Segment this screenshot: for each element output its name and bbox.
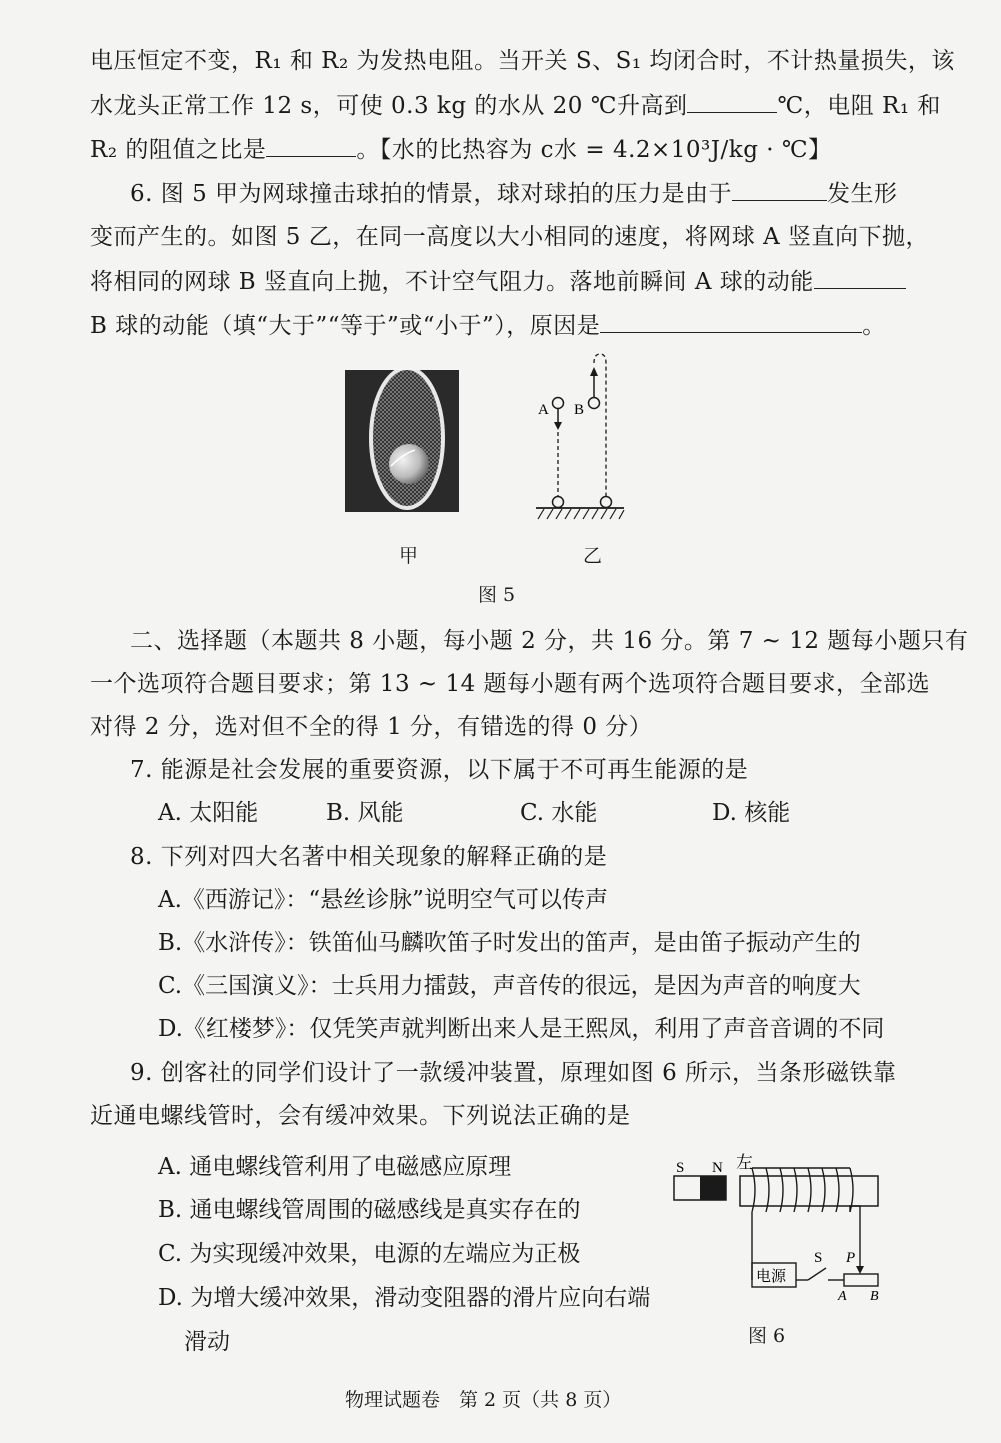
q7-option-d[interactable]: D. 核能 <box>712 800 791 826</box>
q6-kinetic-energy-blank[interactable] <box>814 266 906 289</box>
q6-line-3 <box>90 266 906 297</box>
q5-line-3-text-b: 。【水的比热容为 c水 = 4.2×10³J/kg · ℃】 <box>356 137 832 163</box>
magnet-s-label: S <box>676 1160 685 1176</box>
magnet-n-pole <box>700 1176 726 1200</box>
q6-line-3-text: 将相同的网球 B 竖直向上抛，不计空气阻力。落地前瞬间 A 球的动能 <box>90 269 814 295</box>
q9-stem-1: 9. 创客社的同学们设计了一款缓冲装置，原理如图 6 所示，当条形磁铁靠 <box>130 1060 897 1086</box>
q9-option-a[interactable]: A. 通电螺线管利用了电磁感应原理 <box>158 1154 512 1180</box>
left-label: 左 <box>736 1153 753 1173</box>
figure5-racket-photo <box>345 370 459 512</box>
q5-line-1: 电压恒定不变，R₁ 和 R₂ 为发热电阻。当开关 S、S₁ 均闭合时，不计热量损失，该 <box>90 48 955 74</box>
section2-line-2: 一个选项符合题目要求；第 13 ~ 14 题每小题有两个选项符合题目要求，全部选 <box>90 671 931 697</box>
slider-p-label: P <box>846 1250 856 1266</box>
figure5-caption-yi: 乙 <box>583 545 603 567</box>
q6-line-4-text-a: B 球的动能（填“大于”“等于”或“小于”），原因是 <box>90 313 601 339</box>
figure6-circuit-diagram <box>668 1148 890 1308</box>
q9-option-d-cont: 滑动 <box>184 1329 230 1355</box>
q5-ratio-blank[interactable] <box>266 134 356 157</box>
q6-line-4-text-b: 。 <box>862 313 886 339</box>
figure5-ball-diagram <box>520 348 640 526</box>
q6-reason-blank[interactable] <box>600 310 862 333</box>
figure6-title: 图 6 <box>748 1325 786 1347</box>
q9-option-d[interactable]: D. 为增大缓冲效果，滑动变阻器的滑片应向右端 <box>158 1285 651 1311</box>
page-footer: 物理试题卷 第 2 页（共 8 页） <box>345 1389 622 1411</box>
solenoid-core <box>740 1176 878 1206</box>
ball-a-start <box>553 398 564 409</box>
ball-b-ground <box>601 497 612 508</box>
q9-option-b[interactable]: B. 通电螺线管周围的磁感线是真实存在的 <box>158 1197 581 1223</box>
q7-option-b[interactable]: B. 风能 <box>326 800 404 826</box>
figure5-title: 图 5 <box>478 584 516 606</box>
section2-line-1: 二、选择题（本题共 8 小题，每小题 2 分，共 16 分。第 7 ~ 12 题每小题只有 <box>130 628 969 654</box>
q6-line-4 <box>90 310 886 341</box>
q5-line-2 <box>90 90 941 121</box>
q5-line-3-text-a: R₂ 的阻值之比是 <box>90 137 267 163</box>
q9-stem-2: 近通电螺线管时，会有缓冲效果。下列说法正确的是 <box>90 1103 631 1129</box>
figure5-caption-jia: 甲 <box>399 545 419 567</box>
q8-option-c[interactable]: C.《三国演义》：士兵用力擂鼓，声音传的很远，是因为声音的响度大 <box>158 973 861 999</box>
section2-line-3: 对得 2 分，选对但不全的得 1 分，有错选的得 0 分） <box>90 714 653 740</box>
rheostat-a-label: A <box>838 1289 847 1304</box>
racket-ball-image <box>345 370 459 512</box>
switch-s <box>808 1268 826 1280</box>
q6-line-2: 变而产生的。如图 5 乙，在同一高度以大小相同的速度，将网球 A 竖直向下抛， <box>90 224 929 250</box>
ball-b-start <box>589 398 600 409</box>
q6-deformation-blank[interactable] <box>732 178 827 201</box>
ball-a-ground <box>553 497 564 508</box>
q8-option-a[interactable]: A.《西游记》：“悬丝诊脉”说明空气可以传声 <box>158 887 608 913</box>
ground-hatching <box>538 509 624 519</box>
rheostat-b-label: B <box>870 1289 879 1304</box>
power-source-label: 电源 <box>756 1267 787 1285</box>
q7-stem: 7. 能源是社会发展的重要资源，以下属于不可再生能源的是 <box>130 757 749 783</box>
label-ball-b: B <box>574 402 585 418</box>
magnet-n-label: N <box>712 1160 723 1176</box>
q9-option-c[interactable]: C. 为实现缓冲效果，电源的左端应为正极 <box>158 1241 581 1267</box>
q6-line-1-text-b: 发生形 <box>827 181 898 207</box>
switch-s-label: S <box>814 1250 823 1266</box>
q5-line-2-text-a: 水龙头正常工作 12 s，可使 0.3 kg 的水从 20 ℃升高到 <box>90 93 688 119</box>
q6-line-1-text-a: 6. 图 5 甲为网球撞击球拍的情景，球对球拍的压力是由于 <box>130 181 733 207</box>
rheostat <box>844 1274 878 1286</box>
q5-line-3 <box>90 134 832 165</box>
q8-stem: 8. 下列对四大名著中相关现象的解释正确的是 <box>130 844 608 870</box>
label-ball-a: A <box>538 402 549 418</box>
q5-line-2-text-b: ℃，电阻 R₁ 和 <box>777 93 941 119</box>
q7-option-c[interactable]: C. 水能 <box>520 800 598 826</box>
q8-option-d[interactable]: D.《红楼梦》：仅凭笑声就判断出来人是王熙凤，利用了声音音调的不同 <box>158 1016 885 1042</box>
q5-temperature-blank[interactable] <box>687 90 777 113</box>
q7-option-a[interactable]: A. 太阳能 <box>158 800 259 826</box>
q6-line-1 <box>130 178 898 209</box>
q8-option-b[interactable]: B.《水浒传》：铁笛仙马麟吹笛子时发出的笛声，是由笛子振动产生的 <box>158 930 861 956</box>
